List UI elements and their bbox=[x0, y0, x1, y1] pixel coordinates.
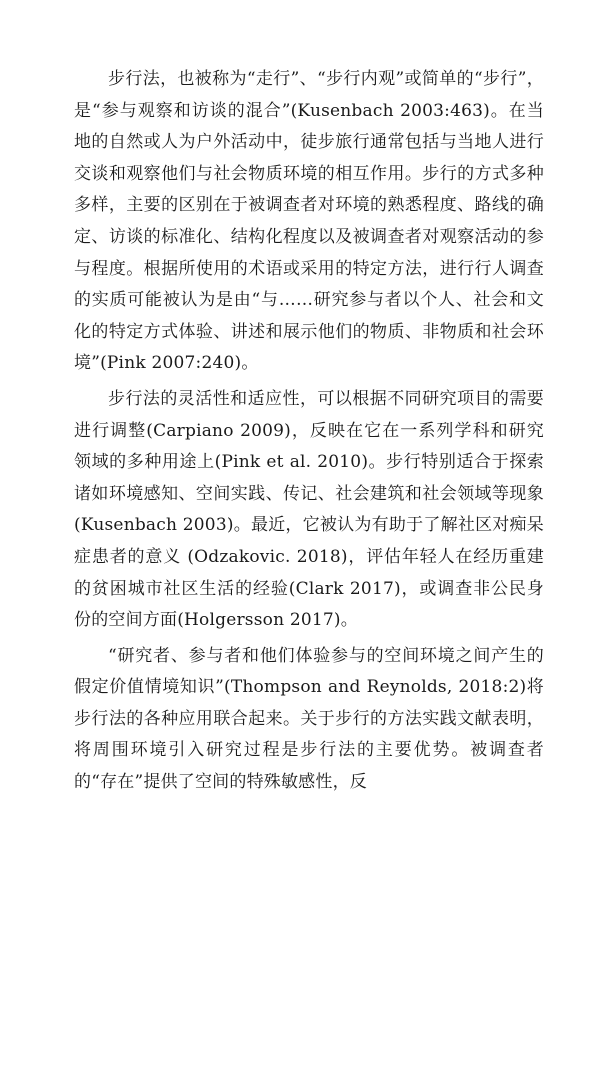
paragraph-2: 步行法的灵活性和适应性，可以根据不同研究项目的需要进行调整(Carpiano 2009)，反映在它在一系列学科和研究领域的多种用途上(Pink et al. 2010)。步行特别适合于探索诸如环境感知、空间实践、传记、社会建筑和社会领域等现象(Kusenbach 2003)。最近，它被认为有助于了解社区对痴呆症患者的意义 (Odzakovic. 2018)，评估年轻人在经历重建的贫困城市社区生活的经验(Clark 2017)，或调查非公民身份的空间方面(Holgersson 2017)。 bbox=[74, 388, 544, 631]
paragraph-3: “研究者、参与者和他们体验参与的空间环境之间产生的假定价值情境知识”(Thompson and Reynolds, 2018:2)将步行法的各种应用联合起来。关于步行的方法实践文献表明，将周围环境引入研究过程是步行法的主要优势。被调查者的“存在”提供了空间的特殊敏感性，反 bbox=[74, 645, 544, 793]
body-text bbox=[74, 64, 544, 803]
paragraph-1: 步行法，也被称为“走行”、“步行内观”或简单的“步行”，是“参与观察和访谈的混合”(Kusenbach 2003:463)。在当地的自然或人为户外活动中，徒步旅行通常包括与当地人进行交谈和观察他们与社会物质环境的相互作用。步行的方式多种多样，主要的区别在于被调查者对环境的熟悉程度、路线的确定、访谈的标准化、结构化程度以及被调查者对观察活动的参与程度。根据所使用的术语或采用的特定方法，进行行人调查的实质可能被认为是由“与……研究参与者以个人、社会和文化的特定方式体验、讲述和展示他们的物质、非物质和社会环境”(Pink 2007:240)。 bbox=[74, 69, 544, 374]
